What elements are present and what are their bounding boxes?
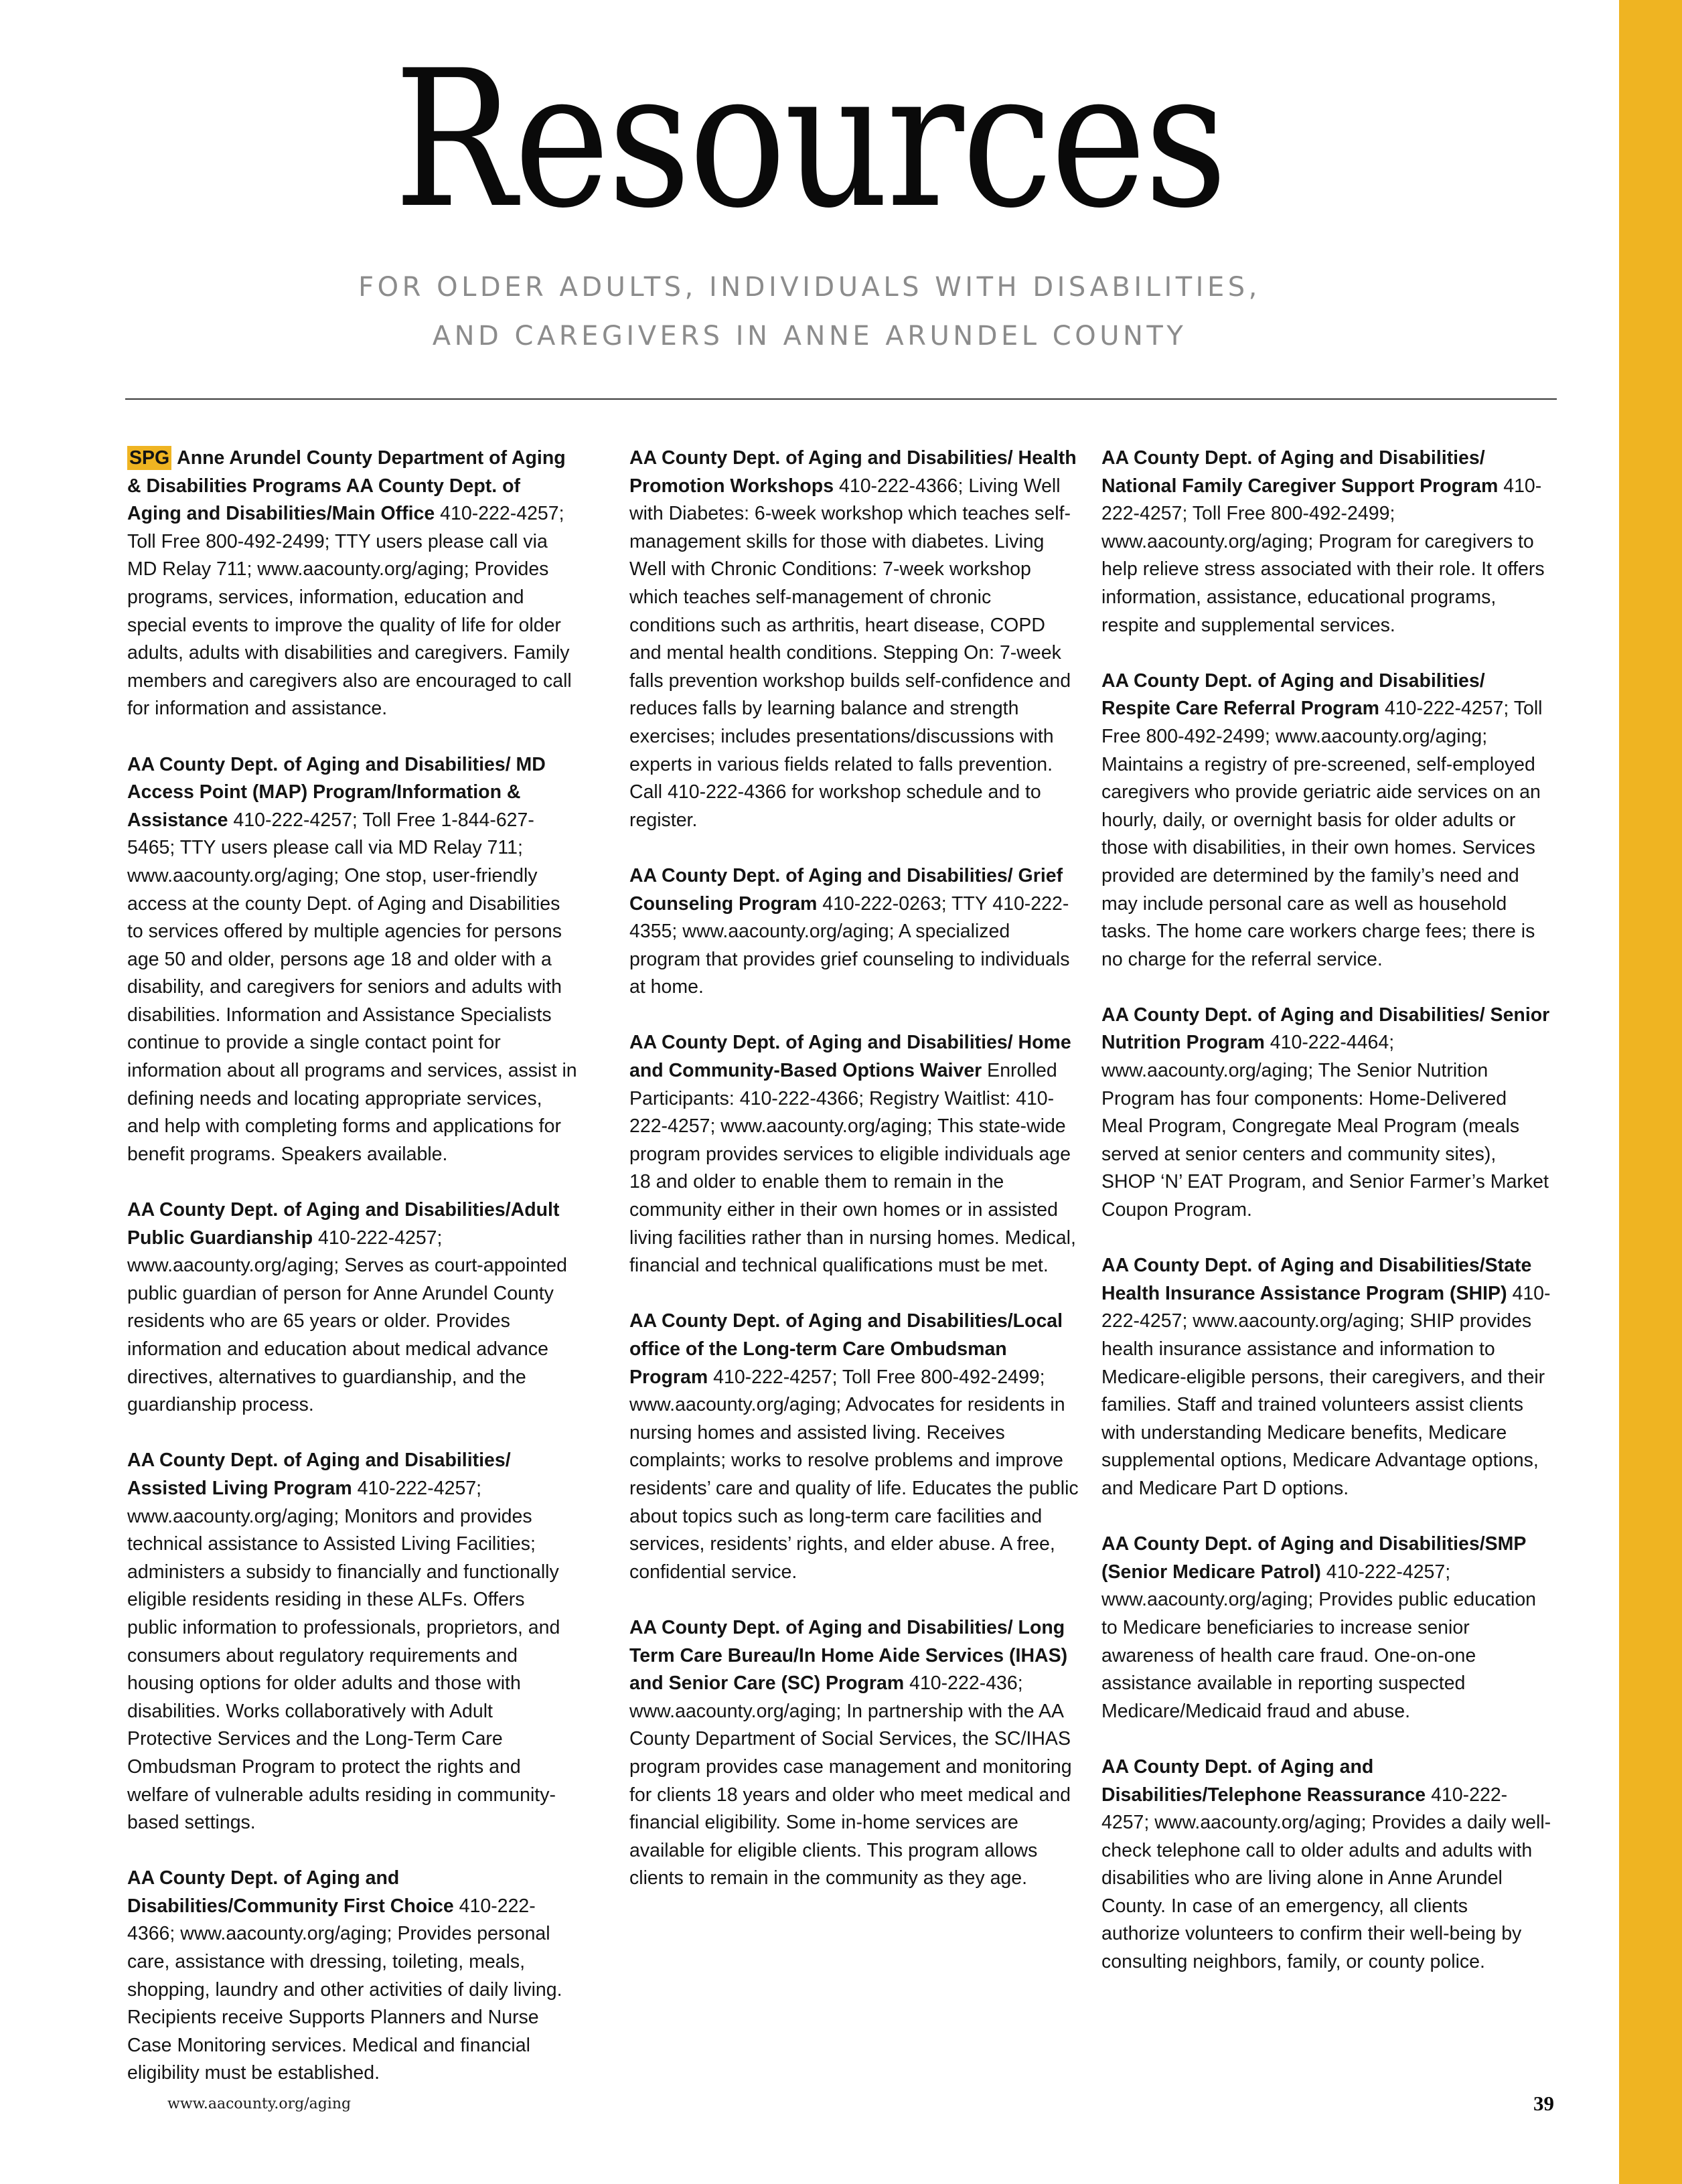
resource-heading: AA County Dept. of Aging and Disabilities/ Home and Community-Based Options Waiver (629, 1032, 1071, 1082)
resource-entry (127, 751, 577, 1169)
page-subtitle (0, 263, 1619, 361)
resource-heading: AA County Dept. of Aging and Disabilities/ Senior Nutrition Program (1101, 1004, 1550, 1054)
resource-heading: AA County Dept. of Aging and Disabilities/Local office of the Long-term Care Ombudsman Program (629, 1310, 1063, 1388)
resource-entry (1101, 1531, 1551, 1725)
resource-details: 410-222-4257; www.aacounty.org/aging; Monitors and provides technical assistance to Assisted Living Facilities; administers a subsidy to financially and functionally eligible residents residing in these ALFs. Offers public information to professionals, proprietors, and consumers about regulatory requirements and housing options for older adults and those with disabilities. Works collaboratively with Adult Protective Services and the Long-Term Care Ombudsman Program to protect the rights and welfare of vulnerable adults residing in community-based settings. (127, 1477, 560, 1834)
resource-entry (127, 1865, 577, 2088)
resource-entry (629, 1029, 1079, 1279)
resource-column-2 (629, 445, 1079, 1920)
resource-details: 410-222-4257; Toll Free 1-844-627-5465; TTY users please call via MD Relay 711; www.aacounty.org/aging; One stop, user-friendly access at the county Dept. of Aging and Disabilities to services offered by multiple agencies for persons age 50 and older, persons age 18 and older with a disability, and caregivers for seniors and adults with disabilities. Information and Assistance Specialists continue to provide a single contact point for information about all programs and services, assist in defining needs and locating appropriate services, and help with completing forms and applications for benefit programs. Speakers available. (127, 809, 577, 1165)
resource-details: 410-222-4257; Toll Free 800-492-2499; www.aacounty.org/aging; Program for caregivers to help relieve stress associated with their role. It offers information, assistance, educational programs, respite and supplemental services. (1101, 475, 1545, 636)
resource-entry (629, 1308, 1079, 1586)
resource-entry (629, 862, 1079, 1002)
resource-details: 410-222-4257; Toll Free 800-492-2499; TTY users please call via MD Relay 711; www.aacounty.org/aging; Provides programs, services, information, education and special events to improve the quality of life for older adults, adults with disabilities and caregivers. Family members and caregivers also are encouraged to call for information and assistance. (127, 503, 572, 720)
resource-details: 410-222-4464; www.aacounty.org/aging; The Senior Nutrition Program has four components: Home-Delivered Meal Program, Congregate Meal Program (meals served at senior centers and community sites), SHOP ‘N’ EAT Program, and Senior Farmer’s Market Coupon Program. (1101, 1032, 1549, 1221)
resource-heading: AA County Dept. of Aging and Disabilities/ National Family Caregiver Support Program (1101, 447, 1499, 497)
spg-badge: SPG (127, 446, 171, 470)
resource-details: 410-222-0263; TTY 410-222-4355; www.aacounty.org/aging; A specialized program that provides grief counseling to individuals at home. (629, 892, 1070, 998)
resource-heading: AA County Dept. of Aging and Disabilities/State Health Insurance Assistance Program (SHIP) (1101, 1255, 1532, 1304)
header-divider (125, 398, 1557, 400)
accent-side-bar (1619, 0, 1682, 2184)
resource-heading: AA County Dept. of Aging and Disabilities/SMP (Senior Medicare Patrol) (1101, 1533, 1526, 1583)
resource-details: 410-222-4366; Living Well with Diabetes: 6-week workshop which teaches self-management skills for those with diabetes. Living Well with Chronic Conditions: 7-week workshop which teaches self-management of chronic conditions such as arthritis, heart disease, COPD and mental health conditions. Stepping On: 7-week falls prevention workshop builds self-confidence and reduces falls by learning balance and strength exercises; includes presentations/discussions with experts in various fields related to falls prevention. Call 410-222-4366 for workshop schedule and to register. (629, 475, 1071, 831)
page-title: Resources (394, 29, 1225, 250)
resource-entry (1101, 1002, 1551, 1225)
page-number: 39 (1533, 2092, 1554, 2115)
resource-details: 410-222-4257; Toll Free 800-492-2499; www.aacounty.org/aging; Maintains a registry of pre-screened, self-employed caregivers who provide geriatric aide services on an hourly, daily, or overnight basis for older adults or those with disabilities, in their own homes. Services provided are determined by the family’s need and may include personal care as well as household tasks. The home care workers charge fees; there is no charge for the referral service. (1101, 698, 1543, 970)
resource-details: 410-222-4257; www.aacounty.org/aging; Provides public education to Medicare beneficiaries to increase senior awareness of health care fraud. One-on-one assistance available in reporting suspected Medicare/Medicaid fraud and abuse. (1101, 1561, 1537, 1722)
resource-heading: AA County Dept. of Aging and Disabilities/Community First Choice (127, 1867, 454, 1917)
resource-heading: Anne Arundel County Department of Aging & Disabilities Programs AA County Dept. of Aging and Disabilities/Main Office (127, 447, 566, 525)
resource-details: 410-222-4257; www.aacounty.org/aging; Provides a daily well-check telephone call to older adults and adults with disabilities who are living alone in Anne Arundel County. In case of an emergency, all clients authorize volunteers to confirm their well-being by consulting neighbors, family, or county police. (1101, 1784, 1551, 1973)
resource-entry (1101, 445, 1551, 639)
resource-column-1 (127, 445, 577, 2116)
subtitle-line: FOR OLDER ADULTS, INDIVIDUALS WITH DISABILITIES, (358, 272, 1261, 303)
subtitle-line: AND CAREGIVERS IN ANNE ARUNDEL COUNTY (432, 321, 1187, 352)
resource-entry (1101, 668, 1551, 974)
resource-details: 410-222-4366; www.aacounty.org/aging; Provides personal care, assistance with dressing, toileting, meals, shopping, laundry and other activities of daily living. Recipients receive Supports Planners and Nurse Case Monitoring services. Medical and financial eligibility must be established. (127, 1895, 562, 2084)
resource-entry (1101, 1252, 1551, 1502)
resource-entry (629, 445, 1079, 834)
resource-heading: AA County Dept. of Aging and Disabilities/ Respite Care Referral Program (1101, 670, 1485, 720)
resource-entry (1101, 1753, 1551, 1976)
resource-details: 410-222-436; www.aacounty.org/aging; In partnership with the AA County Department of Social Services, the SC/IHAS program provides case management and monitoring for clients 18 years and older who meet medical and financial eligibility. Some in-home services are available for eligible clients. This program allows clients to remain in the community as they age. (629, 1672, 1072, 1889)
resource-heading: AA County Dept. of Aging and Disabilities/ Long Term Care Bureau/In Home Aide Services (IHAS) and Senior Care (SC) Program (629, 1616, 1068, 1695)
resource-details: 410-222-4257; www.aacounty.org/aging; Serves as court-appointed public guardian of person for Anne Arundel County residents who are 65 years or older. Provides information and education about medical advance directives, alternatives to guardianship, and the guardianship process. (127, 1227, 567, 1416)
resource-entry (127, 445, 577, 723)
resource-details: Enrolled Participants: 410-222-4366; Registry Waitlist: 410-222-4257; www.aacounty.org/aging; This state-wide program provides services to eligible individuals age 18 and older to enable them to remain in the community either in their own homes or in assisted living facilities rather than in nursing homes. Medical, financial and technical qualifications must be met. (629, 1060, 1076, 1277)
resource-heading: AA County Dept. of Aging and Disabilities/Telephone Reassurance (1101, 1756, 1426, 1806)
resource-heading: AA County Dept. of Aging and Disabilities/Adult Public Guardianship (127, 1199, 560, 1249)
resource-entry (127, 1447, 577, 1837)
footer-url[interactable]: www.aacounty.org/aging (167, 2096, 352, 2112)
resource-details: 410-222-4257; Toll Free 800-492-2499; www.aacounty.org/aging; Advocates for residents in nursing homes and assisted living. Receives complaints; works to resolve problems and improve residents’ care and quality of life. Educates the public about topics such as long-term care facilities and services, residents’ rights, and elder abuse. A free, confidential service. (629, 1366, 1079, 1583)
resource-entry (629, 1614, 1079, 1893)
resource-entry (127, 1196, 577, 1419)
resource-details: 410-222-4257; www.aacounty.org/aging; SHIP provides health insurance assistance and information to Medicare-eligible persons, their caregivers, and their families. Staff and trained volunteers assist clients with understanding Medicare benefits, Medicare supplemental options, Medicare Advantage options, and Medicare Part D options. (1101, 1282, 1551, 1499)
resource-heading: AA County Dept. of Aging and Disabilities/ MD Access Point (MAP) Program/Information & Assistance (127, 753, 546, 831)
resource-column-3 (1101, 445, 1551, 2004)
resource-heading: AA County Dept. of Aging and Disabilities/ Grief Counseling Program (629, 864, 1063, 915)
resource-heading: AA County Dept. of Aging and Disabilities/ Assisted Living Program (127, 1450, 511, 1499)
resource-heading: AA County Dept. of Aging and Disabilities/ Health Promotion Workshops (629, 447, 1077, 497)
